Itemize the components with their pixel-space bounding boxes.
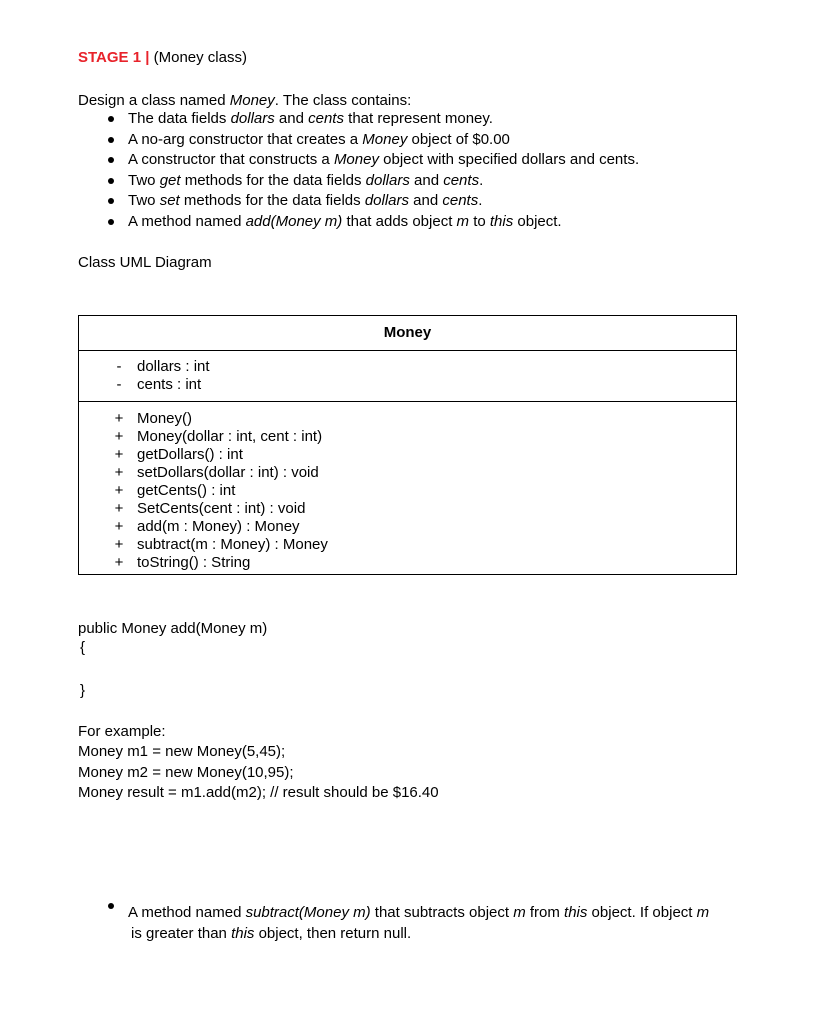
uml-fields: - dollars : int - cents : int xyxy=(79,350,736,402)
bullet-icon xyxy=(108,157,114,163)
subtract-bullet-line2: is greater than this object, then return null. xyxy=(131,925,412,942)
intro-class-name: Money xyxy=(229,92,275,109)
stage-title: (Money class) xyxy=(153,49,247,66)
intro-suffix: . The class contains: xyxy=(274,92,412,109)
bullet-icon xyxy=(108,137,114,143)
bullet-icon xyxy=(108,178,114,184)
subtract-bullet-line1: A method named subtract(Money m) that subtracts object m from this object. If object m xyxy=(128,904,710,921)
intro-text xyxy=(78,91,411,111)
uml-class-diagram: Money - dollars : int - cents : int + Money() + Money(dollar : int, cent : int) + getDollars() : int + setDollars(dollar : int) : void + getCents() : int + SetCents(cent : int) : void + add(m : Money) : Money + subtract(m : Money) : Money + toString() : String xyxy=(78,315,737,575)
intro-prefix: Design a class named xyxy=(78,92,230,109)
code-signature: public Money add(Money m) xyxy=(78,620,268,637)
uml-class-name: Money xyxy=(79,316,736,351)
example-line: Money m2 = new Money(10,95); xyxy=(78,764,294,781)
uml-heading: Class UML Diagram xyxy=(78,254,212,271)
bullet-icon xyxy=(108,219,114,225)
example-label: For example: xyxy=(78,723,166,740)
bullet-icon xyxy=(108,116,114,122)
example-line: Money m1 = new Money(5,45); xyxy=(78,743,286,760)
code-open-brace: { xyxy=(80,639,86,656)
code-close-brace: } xyxy=(80,682,86,699)
bullet-icon xyxy=(108,903,114,909)
bullet-icon xyxy=(108,198,114,204)
page-heading xyxy=(78,48,247,68)
example-line: Money result = m1.add(m2); // result should be $16.40 xyxy=(78,784,439,801)
stage-label: STAGE 1 | xyxy=(78,49,150,66)
